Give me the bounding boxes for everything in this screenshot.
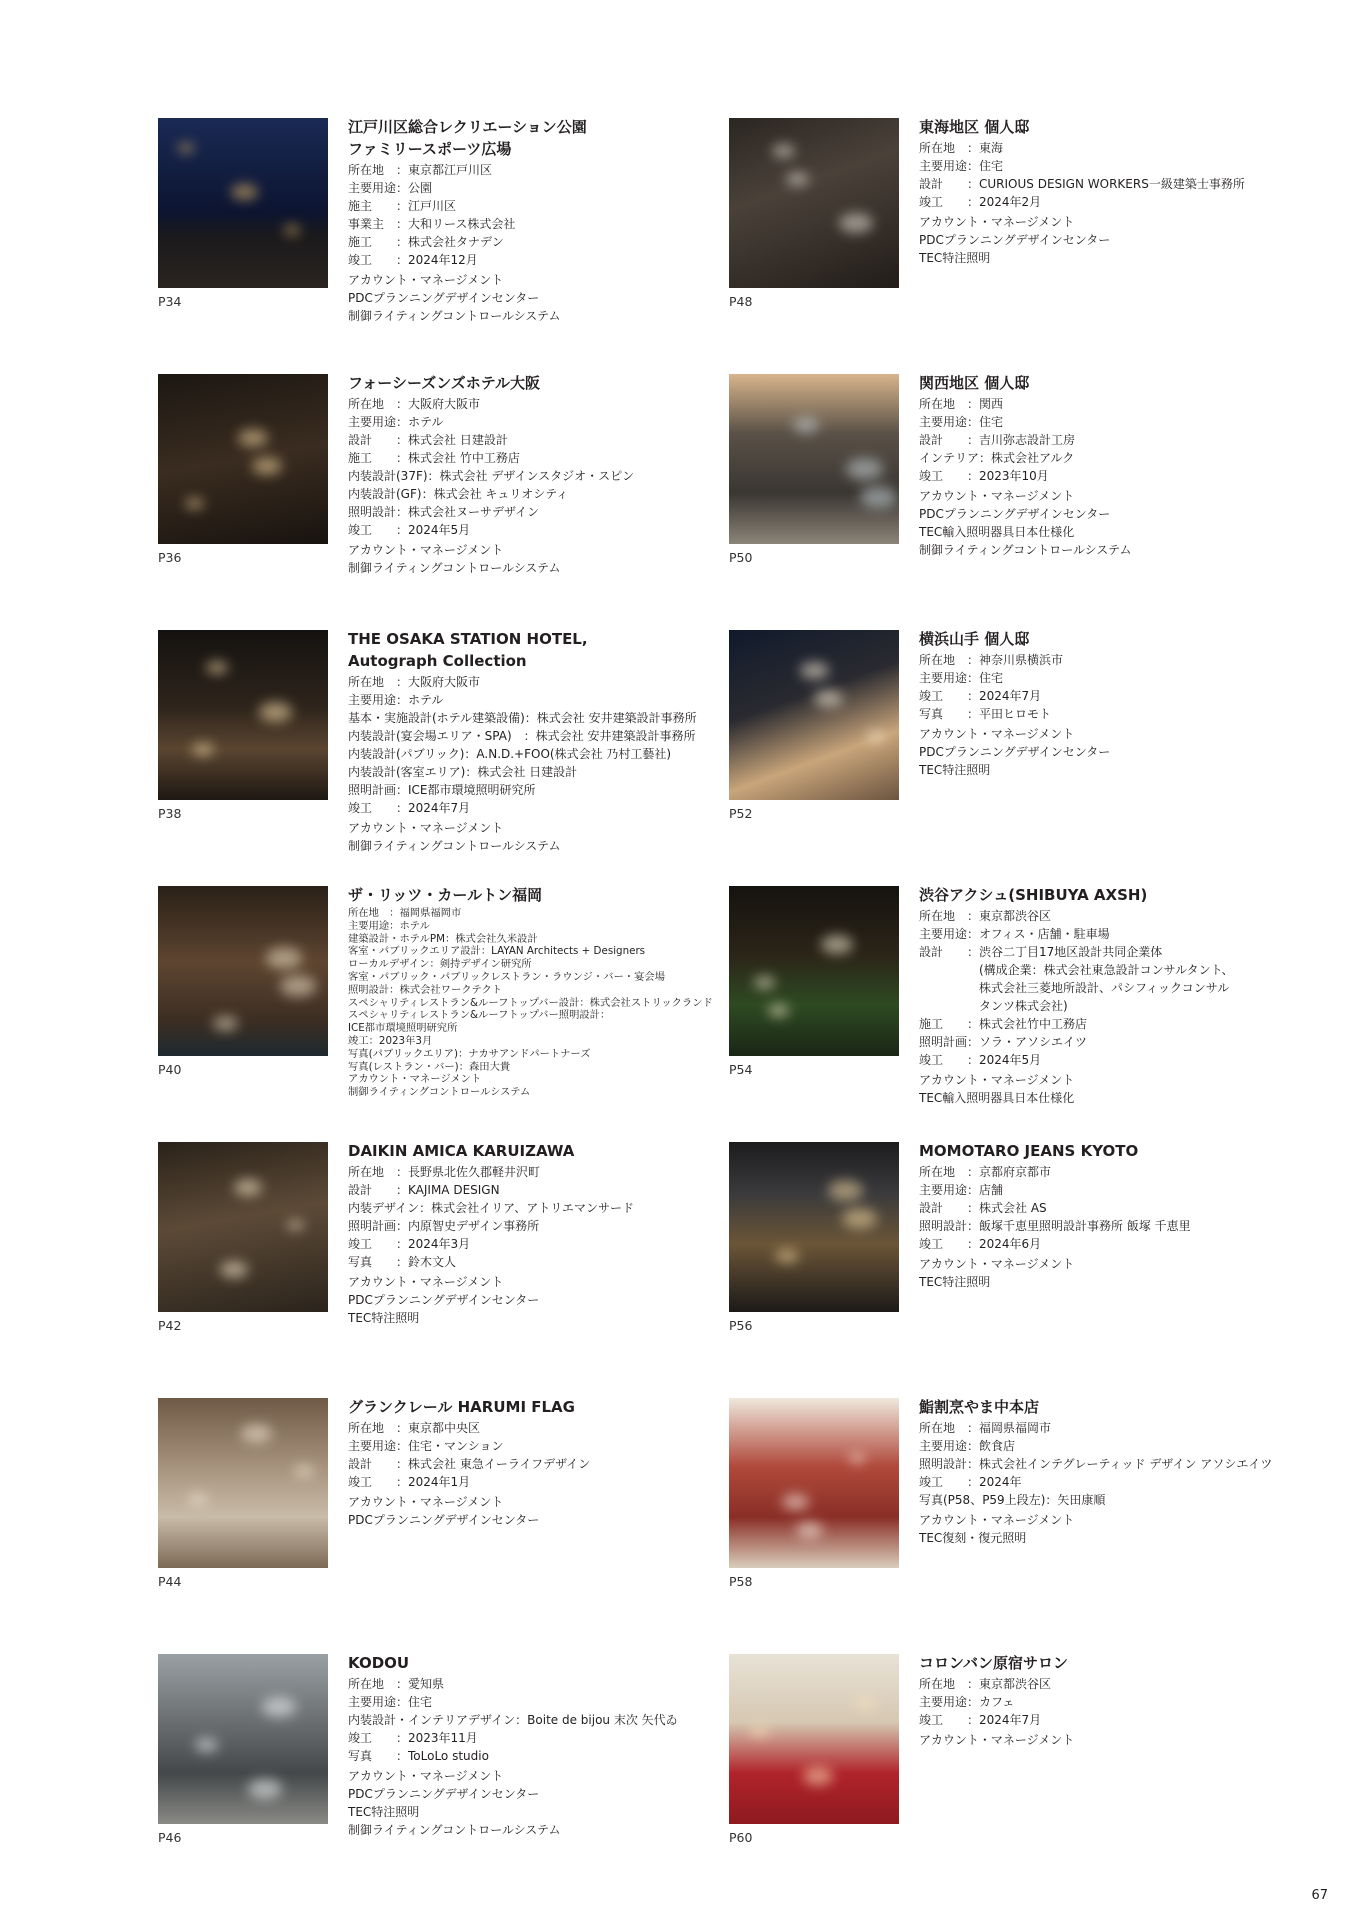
detail-line: 主要用途：飲食店 xyxy=(919,1439,1016,1453)
detail-line: 所在地 ：東京都江戸川区 xyxy=(348,163,493,177)
project-details xyxy=(348,1675,723,1765)
detail-line: 所在地 ：大阪府大阪市 xyxy=(348,397,481,411)
project-title: THE OSAKA STATION HOTEL, xyxy=(348,630,588,648)
detail-line: 写真(パブリックエリア)：ナカサアンドパートナーズ xyxy=(348,1047,591,1060)
detail-line: スペシャリティレストラン&ルーフトップバー設計：株式会社ストリックランド xyxy=(348,996,713,1009)
service-line: アカウント・マネージメント xyxy=(348,543,504,557)
project-details xyxy=(348,673,723,817)
project-info xyxy=(348,1653,723,1839)
light-glow xyxy=(839,213,873,233)
detail-line: 所在地 ：東京都渋谷区 xyxy=(919,1677,1052,1691)
project-photo xyxy=(729,886,899,1056)
detail-line: 主要用途：住宅 xyxy=(348,1695,433,1709)
light-glow xyxy=(800,662,829,679)
detail-line: 竣工 ：2024年7月 xyxy=(919,689,1042,703)
detail-line: 設計 ：CURIOUS DESIGN WORKERS一級建築士事務所 xyxy=(919,177,1245,191)
detail-line: 竣工 ：2024年5月 xyxy=(919,1053,1042,1067)
service-notes xyxy=(348,1273,723,1327)
detail-line: 内装デザイン：株式会社イリア、アトリエマンサード xyxy=(348,1201,634,1215)
project-photo xyxy=(158,1398,328,1568)
project-photo xyxy=(158,1654,328,1824)
light-glow xyxy=(213,1016,238,1031)
service-line: PDCプランニングデザインセンター xyxy=(348,1293,540,1307)
detail-line: 竣工 ：2024年6月 xyxy=(919,1237,1042,1251)
detail-line: 施主 ：江戸川区 xyxy=(348,199,457,213)
detail-line: 写真 ：鈴木文人 xyxy=(348,1255,457,1269)
project-title: 江戸川区総合レクリエーション公園 xyxy=(348,118,587,136)
project-entry xyxy=(158,1398,718,1638)
page-reference: P42 xyxy=(158,1318,182,1333)
project-photo xyxy=(158,1142,328,1312)
project-details xyxy=(348,907,723,1099)
light-glow xyxy=(796,1522,823,1538)
service-line: アカウント・マネージメント xyxy=(348,821,504,835)
project-info xyxy=(348,629,723,855)
project-photo xyxy=(729,118,899,288)
service-notes xyxy=(348,1493,723,1529)
service-line: アカウント・マネージメント xyxy=(348,273,504,287)
light-glow xyxy=(259,702,292,722)
detail-line: 所在地 ：関西 xyxy=(919,397,1004,411)
project-entry xyxy=(729,118,1289,358)
detail-line: 主要用途：ホテル xyxy=(348,693,444,707)
project-entry xyxy=(158,886,718,1126)
detail-line: 基本・実施設計(ホテル建築設備)：株式会社 安井建築設計事務所 xyxy=(348,711,697,725)
service-line: PDCプランニングデザインセンター xyxy=(919,233,1111,247)
detail-line: 所在地 ：愛知県 xyxy=(348,1677,445,1691)
detail-line: 設計 ：株式会社 東急イーライフデザイン xyxy=(348,1457,591,1471)
project-info xyxy=(919,117,1294,267)
project-entry xyxy=(729,374,1289,614)
light-glow xyxy=(782,1494,809,1510)
project-details xyxy=(348,1419,723,1491)
project-details xyxy=(348,161,723,269)
project-info xyxy=(919,885,1294,1107)
project-entry xyxy=(158,118,718,358)
detail-line: 客室・パブリック・パブリックレストラン・ラウンジ・バー・宴会場 xyxy=(348,970,665,983)
light-glow xyxy=(750,1726,769,1737)
project-photo xyxy=(729,1654,899,1824)
detail-line: 竣工 ：2024年12月 xyxy=(348,253,478,267)
detail-line: 竣工 ：2024年2月 xyxy=(919,195,1042,209)
service-line: アカウント・マネージメント xyxy=(919,215,1075,229)
detail-line: 照明計画：ソラ・アソシエイツ xyxy=(919,1035,1088,1049)
detail-line: ICE都市環境照明研究所 xyxy=(348,1022,458,1035)
detail-line: 所在地 ：福岡県福岡市 xyxy=(919,1421,1052,1435)
light-glow xyxy=(772,144,795,158)
detail-line: 写真(レストラン・バー)：森田大貴 xyxy=(348,1060,511,1073)
service-notes xyxy=(919,1071,1294,1107)
detail-line: 設計 ：吉川弥志設計工房 xyxy=(919,433,1076,447)
light-glow xyxy=(786,172,809,186)
detail-line: 制御ライティングコントロールシステム xyxy=(348,1086,531,1099)
project-title: 東海地区 個人邸 xyxy=(919,118,1030,136)
project-title: ファミリースポーツ広場 xyxy=(348,140,512,158)
light-glow xyxy=(195,1738,218,1752)
detail-line: 内装設計・インテリアデザイン：Boite de bijou 末次 矢代ゐ xyxy=(348,1713,678,1727)
detail-line: 所在地 ：東京都渋谷区 xyxy=(919,909,1052,923)
detail-line: 竣工 ：2024年 xyxy=(919,1475,1022,1489)
service-line: 制御ライティングコントロールシステム xyxy=(348,839,561,853)
detail-line: アカウント・マネージメント xyxy=(348,1073,482,1086)
detail-line: 写真(P58、P59上段左)：矢田康順 xyxy=(919,1493,1106,1507)
project-info xyxy=(919,629,1294,779)
project-title: グランクレール HARUMI FLAG xyxy=(348,1398,575,1416)
light-glow xyxy=(185,498,204,509)
page-reference: P36 xyxy=(158,550,182,565)
detail-line: 主要用途：公園 xyxy=(348,181,433,195)
detail-line: 内装設計(GF)：株式会社 キュリオシティ xyxy=(348,487,569,501)
service-notes xyxy=(919,725,1294,779)
service-notes xyxy=(348,541,723,577)
light-glow xyxy=(280,975,316,997)
detail-line: 施工 ：株式会社 竹中工務店 xyxy=(348,451,520,465)
light-glow xyxy=(178,143,194,153)
project-info xyxy=(919,1653,1294,1749)
detail-line: 竣工：2023年3月 xyxy=(348,1034,433,1047)
light-glow xyxy=(231,184,258,200)
light-glow xyxy=(188,1493,208,1505)
project-info xyxy=(348,1141,723,1327)
light-glow xyxy=(220,1261,248,1278)
light-glow xyxy=(241,1424,272,1443)
light-glow xyxy=(768,1004,789,1017)
project-info xyxy=(348,117,723,325)
page-reference: P38 xyxy=(158,806,182,821)
project-title: コロンバン原宿サロン xyxy=(919,1654,1068,1672)
service-notes xyxy=(919,1511,1294,1547)
project-details xyxy=(919,1163,1294,1253)
service-line: PDCプランニングデザインセンター xyxy=(348,1787,540,1801)
light-glow xyxy=(238,429,268,447)
detail-line: (構成企業：株式会社東急設計コンサルタント、 xyxy=(919,963,1234,977)
detail-line: 主要用途：店舗 xyxy=(919,1183,1004,1197)
project-info xyxy=(348,1397,723,1529)
detail-line: 内装設計(客室エリア)：株式会社 日建設計 xyxy=(348,765,578,779)
detail-line: 主要用途：住宅 xyxy=(919,671,1004,685)
service-line: アカウント・マネージメント xyxy=(348,1495,504,1509)
project-entry xyxy=(158,1654,718,1894)
service-line: アカウント・マネージメント xyxy=(919,1733,1075,1747)
light-glow xyxy=(793,417,819,433)
page-reference: P54 xyxy=(729,1062,753,1077)
page-reference: P50 xyxy=(729,550,753,565)
project-photo xyxy=(158,886,328,1056)
detail-line: 内装設計(37F)：株式会社 デザインスタジオ・スピン xyxy=(348,469,635,483)
detail-line: 所在地 ：長野県北佐久郡軽井沢町 xyxy=(348,1165,541,1179)
detail-line: 照明設計：株式会社ワークテクト xyxy=(348,983,503,996)
detail-line: 事業主 ：大和リース株式会社 xyxy=(348,217,516,231)
detail-line: 写真 ：ToLoLo studio xyxy=(348,1749,489,1763)
detail-line: 株式会社三菱地所設計、パシフィックコンサル xyxy=(919,981,1230,995)
detail-line: 照明設計：株式会社インテグレーティッド デザイン アソシエイツ xyxy=(919,1457,1273,1471)
page-reference: P52 xyxy=(729,806,753,821)
light-glow xyxy=(262,1697,296,1717)
project-entry xyxy=(158,374,718,614)
light-glow xyxy=(294,1465,314,1477)
detail-line: 設計 ：KAJIMA DESIGN xyxy=(348,1183,500,1197)
service-line: 制御ライティングコントロールシステム xyxy=(919,543,1132,557)
project-entry xyxy=(729,886,1289,1126)
project-title: KODOU xyxy=(348,1654,410,1672)
detail-line: 設計 ：渋谷二丁目17地区設計共同企業体 xyxy=(919,945,1163,959)
project-entry xyxy=(729,630,1289,870)
project-title: 関西地区 個人邸 xyxy=(919,374,1030,392)
detail-line: 設計 ：株式会社 日建設計 xyxy=(348,433,508,447)
light-glow xyxy=(814,690,843,707)
detail-line: 照明計画：内原智史デザイン事務所 xyxy=(348,1219,540,1233)
light-glow xyxy=(842,1208,877,1229)
project-title: Autograph Collection xyxy=(348,652,527,670)
service-line: PDCプランニングデザインセンター xyxy=(919,507,1111,521)
light-glow xyxy=(248,1779,282,1799)
service-notes xyxy=(919,1731,1294,1749)
service-line: 制御ライティングコントロールシステム xyxy=(348,561,561,575)
page-number: 67 xyxy=(1311,1888,1328,1903)
project-title: 鮨割烹やま中本店 xyxy=(919,1398,1040,1416)
service-notes xyxy=(348,271,723,325)
project-photo xyxy=(158,630,328,800)
project-entry xyxy=(158,630,718,870)
detail-line: 所在地 ：京都府京都市 xyxy=(919,1165,1052,1179)
service-line: アカウント・マネージメント xyxy=(919,1073,1075,1087)
service-line: TEC特注照明 xyxy=(919,763,991,777)
project-title: MOMOTARO JEANS KYOTO xyxy=(919,1142,1139,1160)
detail-line: ローカルデザイン：剣持デザイン研究所 xyxy=(348,958,532,971)
page-reference: P34 xyxy=(158,294,182,309)
page-reference: P48 xyxy=(729,294,753,309)
project-title: フォーシーズンズホテル大阪 xyxy=(348,374,541,392)
project-photo xyxy=(158,374,328,544)
project-entry xyxy=(158,1142,718,1382)
light-glow xyxy=(846,458,883,480)
page-reference: P46 xyxy=(158,1830,182,1845)
project-entry xyxy=(729,1142,1289,1382)
detail-line: 竣工 ：2024年1月 xyxy=(348,1475,471,1489)
page-reference: P40 xyxy=(158,1062,182,1077)
project-info xyxy=(348,373,723,577)
service-line: TEC特注照明 xyxy=(919,251,991,265)
detail-line: 建築設計・ホテルPM：株式会社久米設計 xyxy=(348,932,538,945)
service-line: TEC特注照明 xyxy=(348,1805,420,1819)
detail-line: タンツ株式会社) xyxy=(919,999,1068,1013)
project-details xyxy=(919,139,1294,211)
service-line: 制御ライティングコントロールシステム xyxy=(348,309,561,323)
page-reference: P58 xyxy=(729,1574,753,1589)
detail-line: 施工 ：株式会社タナデン xyxy=(348,235,504,249)
page-reference: P56 xyxy=(729,1318,753,1333)
project-details xyxy=(919,1675,1294,1729)
detail-line: 内装設計(宴会場エリア・SPA) ：株式会社 安井建築設計事務所 xyxy=(348,729,696,743)
service-line: TEC特注照明 xyxy=(919,1275,991,1289)
service-line: TEC輸入照明器具日本仕様化 xyxy=(919,525,1075,539)
service-line: PDCプランニングデザインセンター xyxy=(919,745,1111,759)
service-line: TEC復刻・復元照明 xyxy=(919,1531,1027,1545)
detail-line: 竣工 ：2024年7月 xyxy=(348,801,471,815)
project-details xyxy=(348,395,723,539)
detail-line: 内装設計(パブリック)：A.N.D.+FOO(株式会社 乃村工藝社) xyxy=(348,747,672,761)
project-details xyxy=(919,651,1294,723)
service-notes xyxy=(348,819,723,855)
service-line: PDCプランニングデザインセンター xyxy=(348,291,540,305)
detail-line: 竣工 ：2024年7月 xyxy=(919,1713,1042,1727)
light-glow xyxy=(266,947,302,969)
service-line: アカウント・マネージメント xyxy=(919,1513,1075,1527)
detail-line: 所在地 ：神奈川県横浜市 xyxy=(919,653,1064,667)
detail-line: 客室・パブリックエリア設計：LAYAN Architects + Designers xyxy=(348,945,646,958)
light-glow xyxy=(287,1220,304,1230)
project-entry xyxy=(729,1654,1289,1894)
detail-line: 施工 ：株式会社竹中工務店 xyxy=(919,1017,1088,1031)
detail-line: 主要用途：住宅 xyxy=(919,415,1004,429)
service-line: アカウント・マネージメント xyxy=(919,1257,1075,1271)
service-line: TEC輸入照明器具日本仕様化 xyxy=(919,1091,1075,1105)
detail-line: 照明設計：飯塚千恵里照明設計事務所 飯塚 千恵里 xyxy=(919,1219,1191,1233)
light-glow xyxy=(754,976,775,989)
project-photo xyxy=(729,374,899,544)
service-notes xyxy=(919,487,1294,559)
detail-line: 所在地 ：福岡県福岡市 xyxy=(348,907,462,919)
service-notes xyxy=(919,1255,1294,1291)
service-notes xyxy=(919,213,1294,267)
detail-line: 主要用途：ホテル xyxy=(348,415,444,429)
detail-line: 主要用途：ホテル xyxy=(348,919,430,932)
detail-line: 主要用途：住宅・マンション xyxy=(348,1439,504,1453)
detail-line: 所在地 ：大阪府大阪市 xyxy=(348,675,481,689)
project-photo xyxy=(729,1398,899,1568)
service-line: アカウント・マネージメント xyxy=(348,1769,504,1783)
light-glow xyxy=(192,743,214,756)
service-line: アカウント・マネージメント xyxy=(919,727,1075,741)
project-info xyxy=(919,1141,1294,1291)
detail-line: 主要用途：カフェ xyxy=(919,1695,1015,1709)
light-glow xyxy=(234,1179,262,1196)
light-glow xyxy=(775,1249,799,1263)
light-glow xyxy=(828,1180,863,1201)
project-title: 渋谷アクシュ(SHIBUYA AXSH) xyxy=(919,886,1148,904)
detail-line: 設計 ：株式会社 AS xyxy=(919,1201,1047,1215)
project-photo xyxy=(729,630,899,800)
project-title: DAIKIN AMICA KARUIZAWA xyxy=(348,1142,575,1160)
detail-line: 主要用途：住宅 xyxy=(919,159,1004,173)
detail-line: 主要用途：オフィス・店舗・駐車場 xyxy=(919,927,1110,941)
project-details xyxy=(348,1163,723,1271)
detail-line: 竣工 ：2024年3月 xyxy=(348,1237,471,1251)
detail-line: 写真 ：平田ヒロモト xyxy=(919,707,1052,721)
light-glow xyxy=(856,1698,875,1709)
project-info xyxy=(919,1397,1294,1547)
project-title: 横浜山手 個人邸 xyxy=(919,630,1030,648)
project-info xyxy=(919,373,1294,559)
light-glow xyxy=(803,1767,833,1785)
project-details xyxy=(919,907,1294,1069)
project-title: ザ・リッツ・カールトン福岡 xyxy=(348,886,543,904)
detail-line: 所在地 ：東海 xyxy=(919,141,1004,155)
light-glow xyxy=(252,457,282,475)
project-photo xyxy=(729,1142,899,1312)
detail-line: 竣工 ：2023年11月 xyxy=(348,1731,478,1745)
page-reference: P44 xyxy=(158,1574,182,1589)
detail-line: 竣工 ：2024年5月 xyxy=(348,523,471,537)
detail-line: 竣工 ：2023年10月 xyxy=(919,469,1049,483)
light-glow xyxy=(206,661,228,674)
detail-line: 所在地 ：東京都中央区 xyxy=(348,1421,481,1435)
light-glow xyxy=(867,731,885,742)
project-entry xyxy=(729,1398,1289,1638)
page-reference: P60 xyxy=(729,1830,753,1845)
detail-line: 照明計画：ICE都市環境照明研究所 xyxy=(348,783,536,797)
service-line: アカウント・マネージメント xyxy=(348,1275,504,1289)
project-photo xyxy=(158,118,328,288)
detail-line: スペシャリティレストラン&ルーフトップバー照明設計： xyxy=(348,1009,611,1022)
light-glow xyxy=(860,486,897,508)
service-line: 制御ライティングコントロールシステム xyxy=(348,1823,561,1837)
service-notes xyxy=(348,1767,723,1839)
service-line: アカウント・マネージメント xyxy=(919,489,1075,503)
light-glow xyxy=(284,225,300,235)
service-line: TEC特注照明 xyxy=(348,1311,420,1325)
project-details xyxy=(919,395,1294,485)
detail-line: インテリア：株式会社アルク xyxy=(919,451,1075,465)
light-glow xyxy=(849,1453,865,1463)
service-line: PDCプランニングデザインセンター xyxy=(348,1513,540,1527)
light-glow xyxy=(821,935,853,954)
detail-line: 照明設計：株式会社ヌーサデザイン xyxy=(348,505,540,519)
project-details xyxy=(919,1419,1294,1509)
project-info xyxy=(348,885,723,1099)
